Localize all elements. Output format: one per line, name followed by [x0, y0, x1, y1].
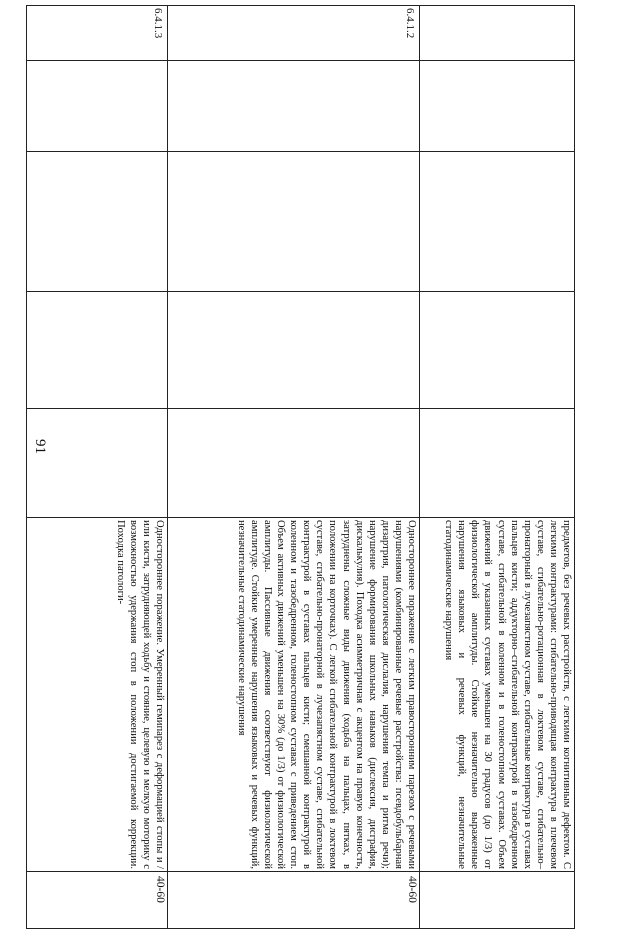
row-description: Одностороннее поражение. Умеренный гемипарез с деформацией стопы и /или кисти, затрудняющей ходьбу и стояние, целевую и мелкую моторику с возможностью удержания стоп в положении достигаемой коррекции. Походка патологи-	[27, 518, 168, 872]
empty-cell	[27, 292, 168, 409]
empty-cell	[168, 61, 420, 152]
disability-criteria-table	[26, 5, 575, 929]
empty-cell	[420, 409, 575, 518]
row-description: предметов, без речевых расстройств, с легкими когнитивным дефектом. С легкими контрактурами: сгибательно-приводящая контрактура в плечевом суставе, сгибательно-ротационная в локтевом суставе, сгибательно–пронаторный в лучезапястном суставе, сгибательные контрактура в суставах пальцев кисти; аддукторно–сгибательной контрактурой в тазобедренном суставе, сгибательной в коленном и в голеностопном суставах. Объем движений в указанных суставах уменьшен на 30 градусов (до 1/3) от физиологической амплитуды. Стойкие незначительно выраженные нарушения языковых и речевых функций, незначительные статодинамические нарушения	[420, 518, 575, 872]
row-description: Одностороннее поражение с легким правосторонним парезом с речевыми нарушениями (комбинированные речевые расстройства: псевдобульбарная дизартрия, патологическая дислалия, нарушения темпа и ритма речи); нарушение формирования школьных навыков (дислексия, дисграфия, дискалькулия). Походка асимметричная с акцентом на правую конечность, затруднены сложные виды движения (ходьба на пальцах, пятках, в положении на корточках). С легкой сгибательной контрактурой в локтевом суставе, сгибательно-пронаторной в лучезапястном суставе, сгибательной контрактурой в суставах пальцев кисти; смешанной контрактурой в коленном и тазобедренном, голеностопном суставах с приведением стоп. Объем активных движений уменьшен на 30% (до 1/3) от физиологической амплитуды. Пассивные движения соответствуют физиологической амплитуде. Стойкие умеренные нарушения языковых и речевых функций, незначительные статодинамические нарушения	[168, 518, 420, 872]
table-row	[168, 6, 420, 929]
empty-cell	[27, 61, 168, 152]
rotated-page	[27, 5, 575, 903]
empty-cell	[420, 292, 575, 409]
empty-cell	[420, 152, 575, 292]
row-percent	[420, 872, 575, 929]
row-code: 6.4.1.2	[168, 6, 420, 61]
row-percent: 40-60	[27, 872, 168, 929]
row-percent: 40-60	[168, 872, 420, 929]
empty-cell	[168, 292, 420, 409]
table-row	[27, 6, 168, 929]
empty-cell	[27, 152, 168, 292]
empty-cell	[168, 152, 420, 292]
empty-cell	[420, 61, 575, 152]
table-row	[420, 6, 575, 929]
row-code	[420, 6, 575, 61]
row-code: 6.4.1.3	[27, 6, 168, 61]
empty-cell	[27, 409, 168, 518]
empty-cell	[168, 409, 420, 518]
page-number: 91	[32, 439, 48, 454]
